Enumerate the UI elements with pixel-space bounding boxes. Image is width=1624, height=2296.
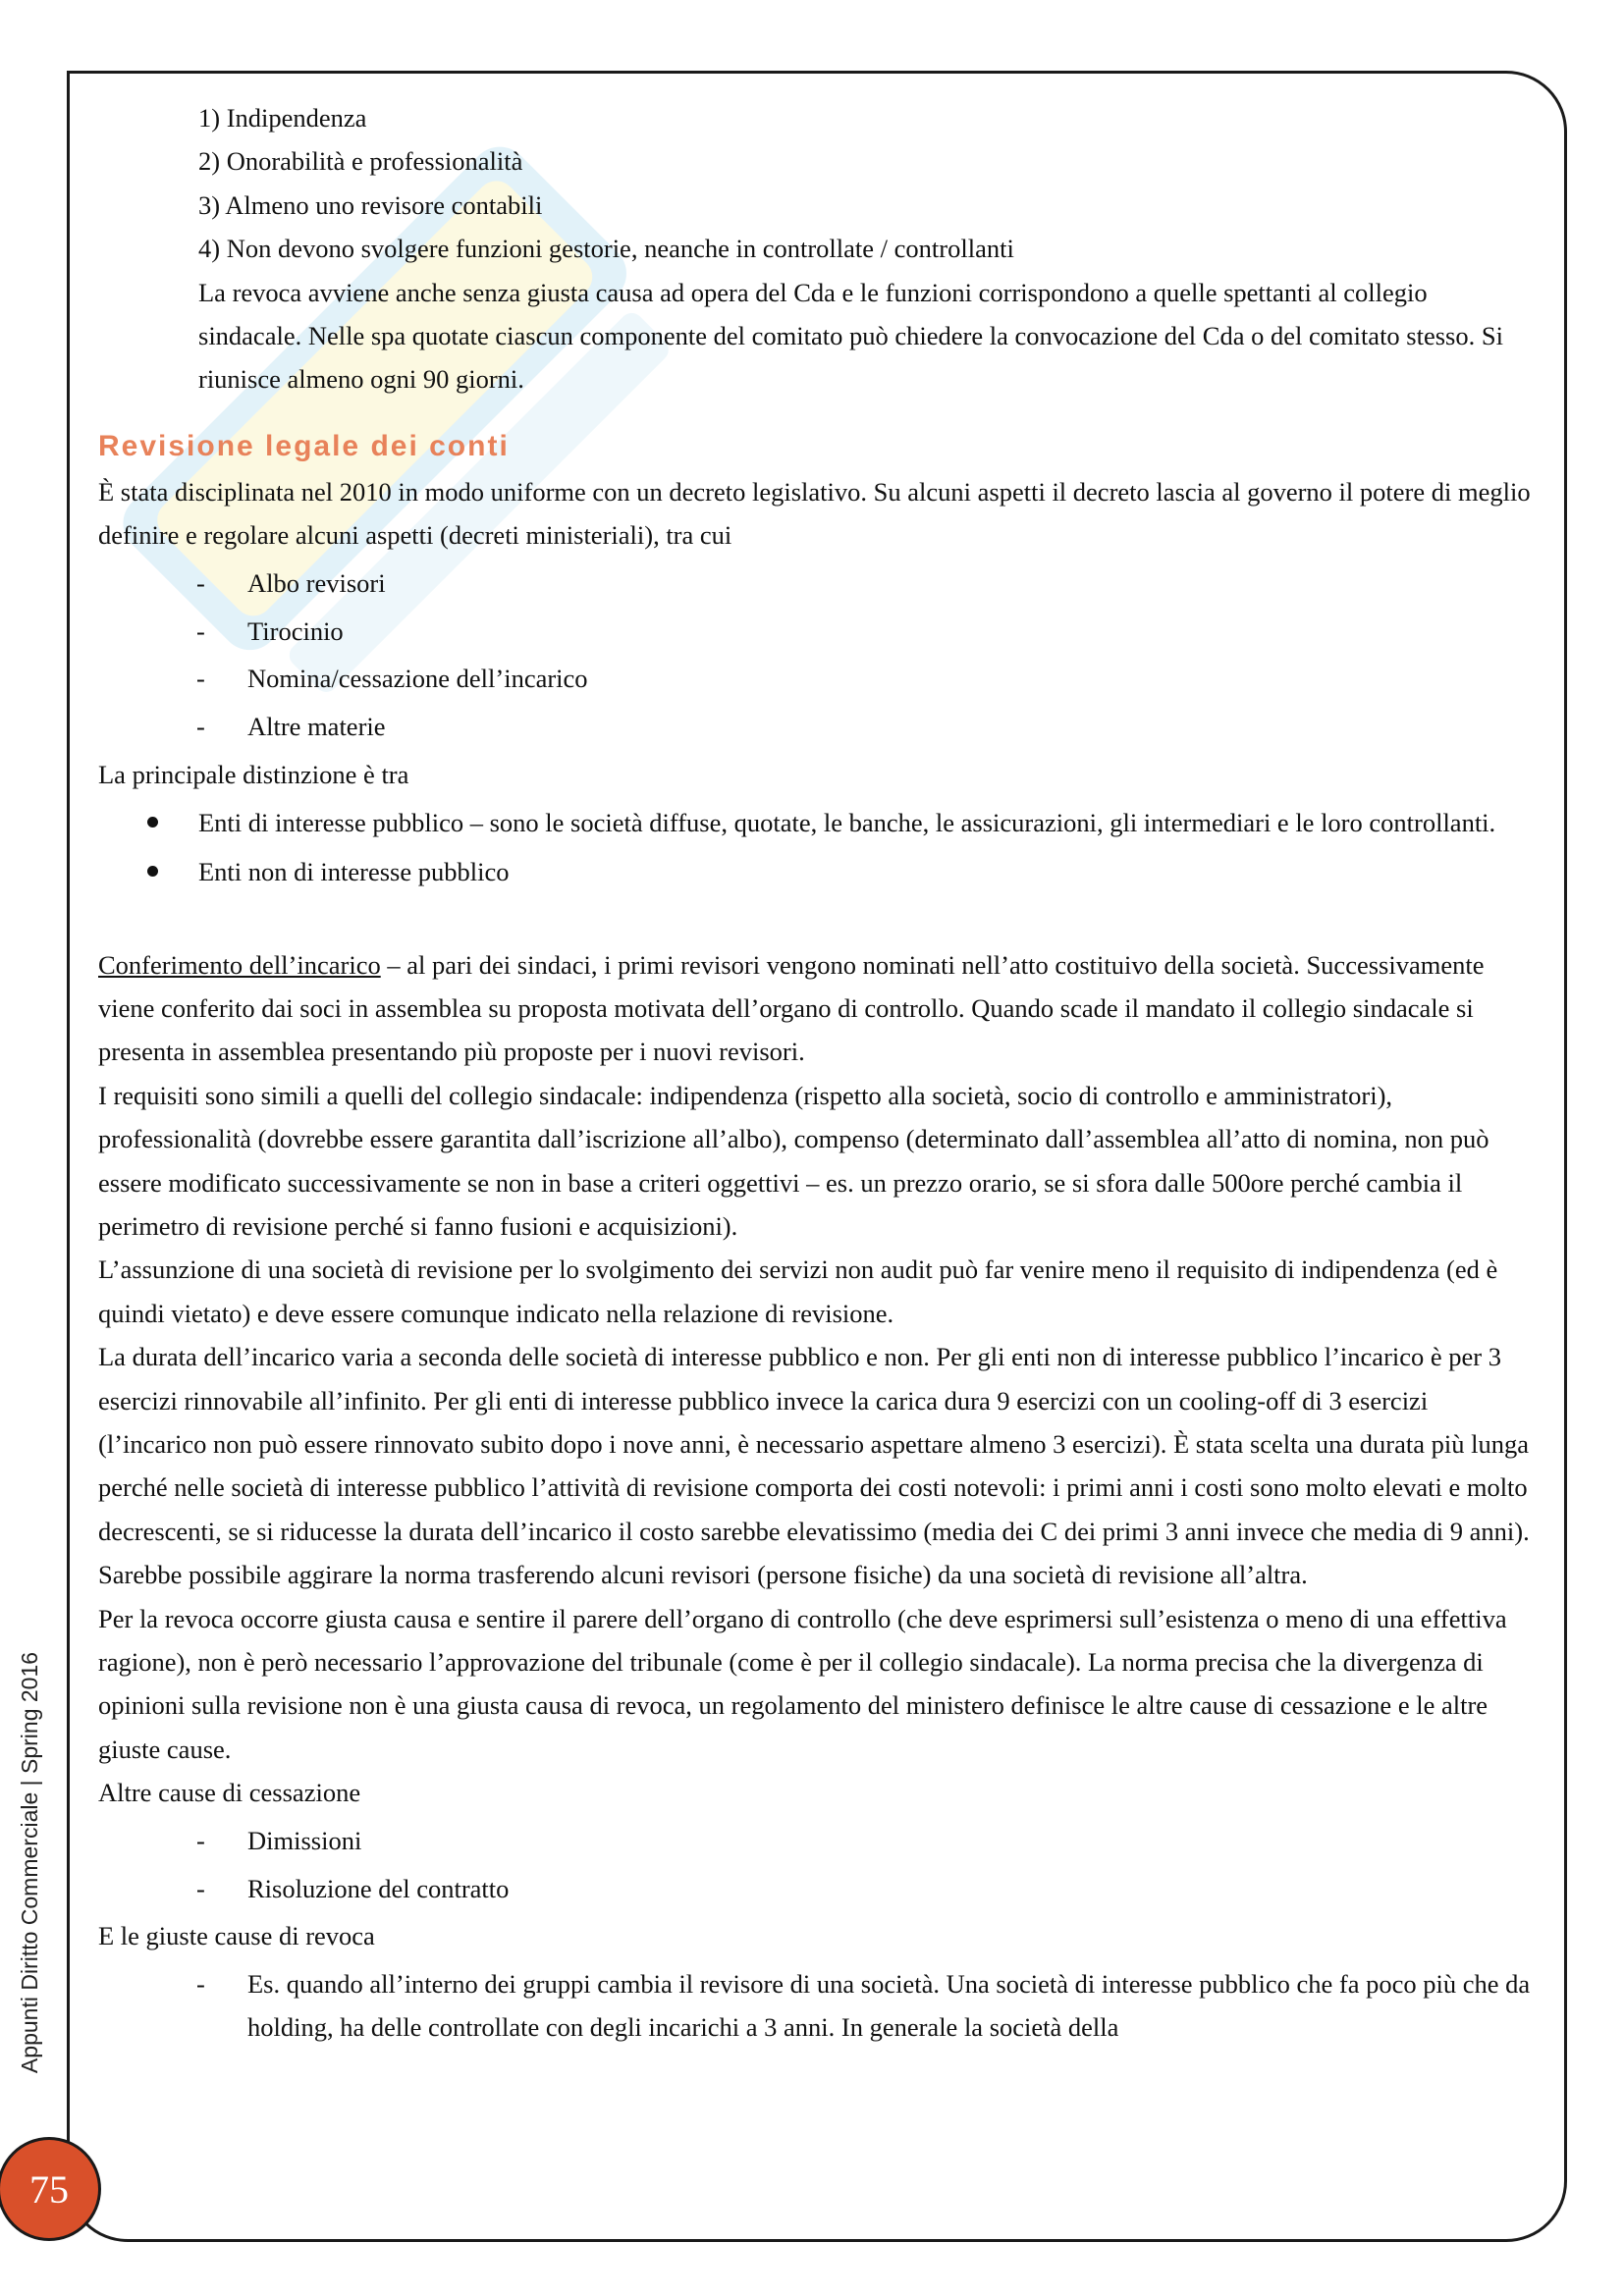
- list-item: - Albo revisori: [196, 567, 386, 598]
- paragraph-assunzione: L’assunzione di una società di revisione per lo svolgimento dei servizi non audit può far venire meno il requisito di indipendenza (ed è quindi vietato) e deve essere comunque indicato nella relazione di revisione.: [98, 1255, 1498, 1328]
- cessation-list: [98, 1819, 1532, 1910]
- list-item: Enti di interesse pubblico – sono le società diffuse, quotate, le banche, le assicurazioni, gli intermediari e le loro controllanti.: [98, 801, 1532, 844]
- aspects-list: [98, 561, 1532, 749]
- paragraph-altre-cause: Altre cause di cessazione: [98, 1778, 361, 1808]
- list-item: 3) Almeno uno revisore contabili: [198, 189, 543, 220]
- sidebar-caption: Appunti Diritto Commerciale | Spring 2016: [17, 1651, 43, 2073]
- entities-list: [98, 801, 1532, 894]
- paragraph-conferimento: Conferimento dell’incarico – al pari dei sindaci, i primi revisori vengono nominati nell’atto costituivo della società. Successivamente viene conferito dai soci in assemblea su proposta motivata dell’organo di controllo. Quando scade il mandato il collegio sindacale si presenta in assemblea presentando più proposte per i nuovi revisori.: [98, 949, 1485, 1067]
- paragraph-revoca-cda: La revoca avviene anche senza giusta causa ad opera del Cda e le funzioni corrispondono a quelle spettanti al collegio sindacale. Nelle spa quotate ciascun componente del comitato può chiedere la convocazione del Cda o del comitato stesso. Si riunisce almeno ogni 90 giorni.: [198, 277, 1503, 395]
- paragraph-distinzione: La principale distinzione è tra: [98, 760, 409, 790]
- paragraph-requisiti: I requisiti sono simili a quelli del collegio sindacale: indipendenza (rispetto alla società, socio di controllo e amministratori), professionalità (dovrebbe essere garantita dall’iscrizione all’albo), compenso (determinato dall’assemblea all’atto di nomina, non può essere modificato successivamente se non in base a criteri oggettivi – es. un prezzo orario, se si sfora dalle 500ore perché cambia il perimetro di revisione perché si fanno fusioni e acquisizioni).: [98, 1080, 1489, 1241]
- page-number-badge: 75: [0, 2140, 98, 2238]
- paragraph-giuste-cause: E le giuste cause di revoca: [98, 1921, 375, 1951]
- paragraph-disciplina: È stata disciplinata nel 2010 in modo uniforme con un decreto legislativo. Su alcuni aspetti il decreto lascia al governo il potere di meglio definire e regolare alcuni aspetti (decreti ministeriali), tra cui: [98, 476, 1531, 551]
- list-item: - Tirocinio: [196, 615, 344, 646]
- list-item: - Altre materie: [196, 712, 386, 742]
- list-item: 4) Non devono svolgere funzioni gestorie, neanche in controllate / controllanti: [198, 234, 1014, 264]
- conferimento-label: Conferimento dell’incarico: [98, 949, 381, 980]
- list-item: - Nomina/cessazione dell’incarico: [196, 664, 588, 694]
- paragraph-durata: La durata dell’incarico varia a seconda delle società di interesse pubblico e non. Per gli enti non di interesse pubblico l’incarico è per 3 esercizi rinnovabile all’infinito. Per gli enti di interesse pubblico invece la carica dura 9 esercizi con un cooling-off di 3 esercizi (l’incarico non può essere rinnovato subito dopo i nove anni, è necessario aspettare almeno 3 esercizi). È stata scelta una durata più lunga perché nelle società di interesse pubblico l’attività di revisione comporta dei costi notevoli: i primi anni i costi sono molto elevati e molto decrescenti, se si riducesse la durata dell’incarico il costo sarebbe elevatissimo (media dei C dei primi 3 anni invece che media di 9 anni). Sarebbe possibile aggirare la norma trasferendo alcuni revisori (persone fisiche) da una società di revisione all’altra.: [98, 1342, 1530, 1590]
- paragraph-revoca: Per la revoca occorre giusta causa e sentire il parere dell’organo di controllo (che deve esprimersi sull’esistenza o meno di una effettiva ragione), non è però necessario l’approvazione del tribunale (come è per il collegio sindacale). La norma precisa che la divergenza di opinioni sulla revisione non è una giusta causa di revoca, un regolamento del ministero definisce le altre cause di cessazione e le altre giuste cause.: [98, 1603, 1507, 1764]
- list-item: 2) Onorabilità e professionalità: [198, 146, 523, 177]
- list-item: Enti non di interesse pubblico: [98, 850, 1532, 893]
- page-content: [98, 96, 1532, 2054]
- list-item: - Es. quando all’interno dei gruppi cambia il revisore di una società. Una società di interesse pubblico che fa poco più che da holding, ha delle controllate con degli incarichi a 3 anni. In generale la società della: [196, 1968, 1531, 2043]
- list-item: - Risoluzione del contratto: [196, 1873, 510, 1903]
- revocation-list: [98, 1962, 1532, 2050]
- section-heading: Revisione legale dei conti: [98, 429, 510, 462]
- list-item: 1) Indipendenza: [198, 103, 367, 133]
- requirements-list: [98, 96, 1532, 401]
- list-item: - Dimissioni: [196, 1825, 362, 1855]
